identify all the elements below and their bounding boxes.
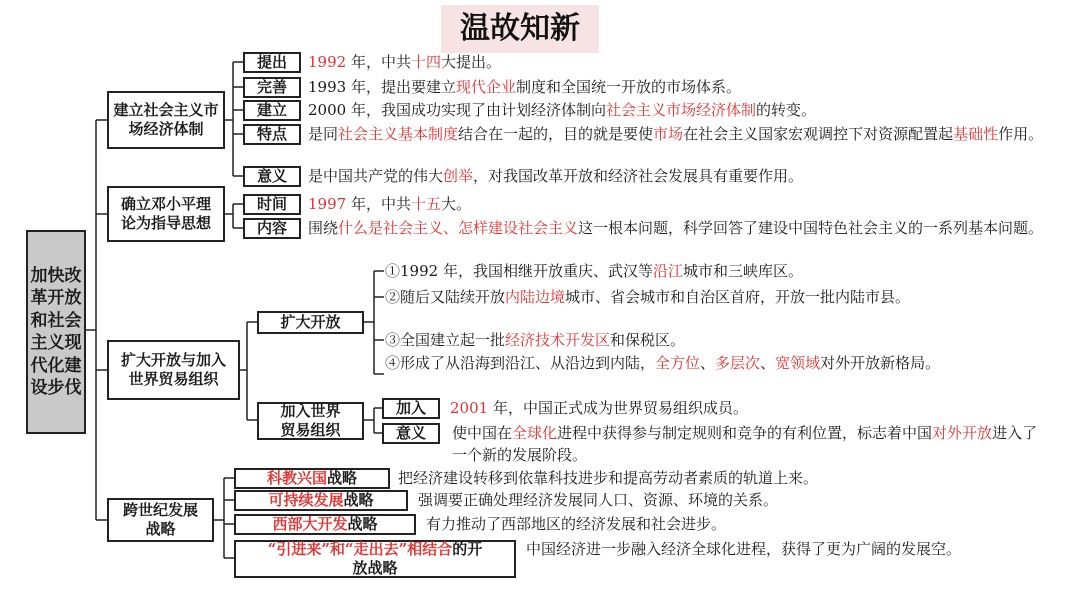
highlight-text: 经济技术开发区 — [505, 331, 611, 349]
highlight-text: 什么是社会主义、怎样建设社会主义 — [338, 219, 579, 237]
highlight-text: 创举 — [443, 167, 474, 185]
highlight-text: 沿江 — [652, 262, 683, 280]
tag-proposed: 提出 — [243, 52, 301, 73]
text-segment: 的开放战略 — [352, 540, 483, 577]
text-segment: 大提出。 — [440, 53, 501, 71]
text-segment: ②随后又陆续开放 — [385, 288, 506, 306]
opening-item-4 — [385, 352, 1050, 374]
category-strategies: 跨世纪发展战略 — [107, 498, 214, 542]
text-segment: 和保税区。 — [610, 331, 686, 349]
text-segment: 年，中共 — [346, 53, 411, 71]
highlight-text: “引进来”和“走出去”相结合 — [267, 540, 453, 558]
text-segment: 1993 年，提出要建立 — [308, 78, 456, 96]
detail-sustainable — [418, 489, 778, 511]
text-segment: 、 — [760, 354, 776, 372]
detail-content — [308, 217, 1048, 239]
text-segment: 强调要正确处理经济发展同人口、资源、环境的关系。 — [418, 491, 779, 509]
highlight-text: 宽领域 — [775, 354, 821, 372]
text-segment: 城市和三峡库区。 — [682, 262, 803, 280]
detail-join — [450, 397, 748, 419]
text-segment: 是同 — [308, 125, 339, 143]
highlight-text: 现代企业 — [455, 78, 516, 96]
detail-western-development — [426, 513, 726, 535]
opening-item-2 — [385, 286, 1050, 308]
highlight-text: 多层次 — [715, 354, 761, 372]
sub-expand-opening: 扩大开放 — [257, 311, 364, 334]
tag-time: 时间 — [243, 194, 301, 215]
text-segment: 的转变。 — [755, 101, 816, 119]
category-market-economy: 建立社会主义市场经济体制 — [107, 91, 225, 149]
text-segment: 有力推动了西部地区的经济发展和社会进步。 — [426, 515, 727, 533]
highlight-text: 可持续发展 — [268, 491, 344, 509]
sub-join-wto: 加入世界贸易组织 — [257, 402, 364, 440]
opening-item-1 — [385, 260, 803, 282]
text-segment: 结合在一起的，目的就是要使 — [458, 125, 654, 143]
text-segment: ③全国建立起一批 — [385, 331, 506, 349]
text-segment: 在社会主义国家宏观调控下对资源配置起 — [683, 125, 954, 143]
text-segment: 进入了一个新的发展阶段。 — [452, 424, 1038, 464]
text-segment: 制度和全国统一开放的市场体系。 — [515, 78, 741, 96]
detail-proposed — [308, 51, 501, 73]
highlight-text: 科教兴国 — [266, 469, 327, 487]
text-segment: 对外开放新格局。 — [820, 354, 941, 372]
detail-improved — [308, 76, 741, 98]
tag-content: 内容 — [243, 218, 301, 239]
tag-established: 建立 — [243, 100, 301, 121]
text-segment: 、 — [700, 354, 716, 372]
root-node: 加快改革开放和社会主义现代化建设步伐 — [26, 230, 86, 434]
highlight-text: 十四 — [410, 53, 441, 71]
text-segment: 使中国在 — [452, 424, 513, 442]
highlight-text: 2001 — [450, 399, 489, 417]
category-opening-wto: 扩大开放与加入世界贸易组织 — [107, 340, 240, 400]
text-segment: 把经济建设转移到依靠科技进步和提高劳动者素质的轨道上来。 — [398, 469, 819, 487]
text-segment: ①1992 年，我国相继开放重庆、武汉等 — [385, 262, 653, 280]
text-segment: 作用。 — [998, 125, 1044, 143]
text-segment: 年，中共 — [346, 195, 411, 213]
opening-item-3 — [385, 329, 685, 351]
strategy-science-education — [234, 468, 390, 489]
highlight-text: 1997 — [308, 195, 347, 213]
detail-wto-significance — [452, 422, 1052, 466]
text-segment: 这一根本问题，科学回答了建设中国特色社会主义的一系列基本问题。 — [578, 219, 1044, 237]
highlight-text: 内陆边境 — [505, 288, 566, 306]
text-segment: 城市、省会城市和自治区首府，开放一批内陆市县。 — [565, 288, 911, 306]
detail-features — [308, 123, 1048, 145]
category-deng-theory: 确立邓小平理论为指导思想 — [107, 186, 225, 242]
text-segment: 大。 — [440, 195, 471, 213]
highlight-text: 对外开放 — [932, 424, 993, 442]
text-segment: ，对我国改革开放和经济社会发展具有重要作用。 — [473, 167, 804, 185]
text-segment: 是中国共产党的伟大 — [308, 167, 444, 185]
highlight-text: 社会主义市场经济体制 — [605, 101, 756, 119]
text-segment: 进程中获得参与制定规则和竞争的有利位置，标志着中国 — [557, 424, 933, 442]
strategy-sustainable — [234, 490, 408, 511]
text-segment: 战略 — [327, 469, 358, 487]
highlight-text: 十五 — [410, 195, 441, 213]
detail-science-education — [398, 467, 818, 489]
highlight-text: 市场 — [653, 125, 684, 143]
tag-wto-significance: 意义 — [382, 423, 440, 444]
tag-significance: 意义 — [243, 166, 301, 187]
highlight-text: 全球化 — [512, 424, 558, 442]
text-segment: ④形成了从沿海到沿江、从沿边到内陆， — [385, 354, 656, 372]
text-segment: 战略 — [343, 491, 374, 509]
highlight-text: 1992 — [308, 53, 347, 71]
text-segment: 年，中国正式成为世界贸易组织成员。 — [488, 399, 748, 417]
tag-join: 加入 — [382, 398, 440, 419]
highlight-text: 西部大开发 — [272, 515, 348, 533]
detail-established — [308, 99, 816, 121]
highlight-text: 社会主义基本制度 — [338, 125, 459, 143]
strategy-western-development — [234, 514, 416, 535]
detail-significance — [308, 165, 803, 187]
tag-improved: 完善 — [243, 77, 301, 98]
text-segment: 2000 年，我国成功实现了由计划经济体制向 — [308, 101, 606, 119]
detail-bring-in-go-out — [526, 538, 1061, 560]
text-segment: 战略 — [347, 515, 378, 533]
detail-time — [308, 193, 471, 215]
highlight-text: 基础性 — [953, 125, 999, 143]
highlight-text: 全方位 — [655, 354, 701, 372]
text-segment: 围绕 — [308, 219, 339, 237]
tag-features: 特点 — [243, 124, 301, 145]
strategy-bring-in-go-out — [234, 540, 516, 578]
page-title: 温故知新 — [441, 5, 599, 53]
text-segment: 中国经济进一步融入经济全球化进程，获得了更为广阔的发展空。 — [526, 540, 962, 558]
